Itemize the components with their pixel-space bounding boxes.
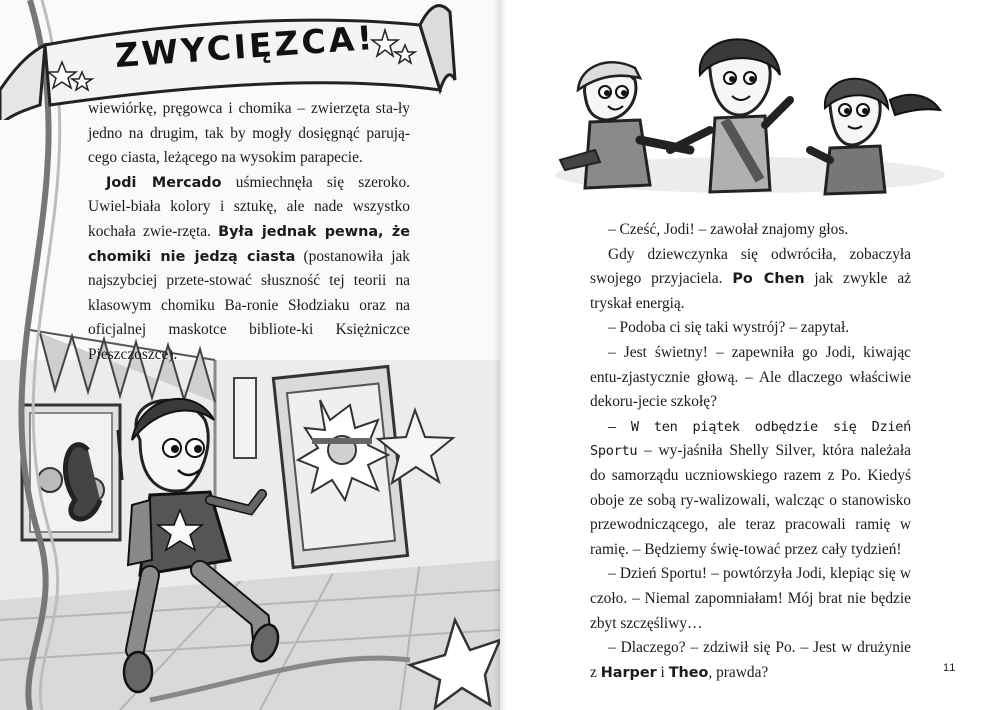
paragraph: – Podoba ci się taki wystrój? – zapytał.	[608, 319, 850, 337]
character-name: Harper	[600, 664, 657, 681]
character-name: Po Chen	[732, 271, 805, 288]
paragraph: – Dzień Sportu! – powtórzyła Jodi, klepiąc się w czoło. – Niemal zapomniałam! Mój brat nie będzie zbyt szczęśliwy…	[590, 565, 911, 632]
book-gutter	[494, 0, 506, 710]
banner	[0, 0, 460, 110]
paragraph: Jodi Mercado uśmiechnęła się szeroko. Uwiel-biała kolory i sztukę, ale nade wszystko kochała zwie-rzęta. Była jednak pewna, że chomiki nie jedzą ciasta (postanowiła jak najszybciej przete-stować słuszność tej teorii na klasowym chomiku Ba-ronie Słodziaku oraz na oficjalnej maskotce bibliote-ki Księżniczce Pieszczoszce).	[88, 173, 410, 363]
right-page	[500, 0, 1000, 710]
paragraph: Gdy dziewczynka się odwróciła, zobaczyła swojego przyjaciela. Po Chen jak zwykle aż tryskał energią.	[590, 245, 911, 312]
bold-phrase: Była jednak pewna, że chomiki nie jedzą ciasta	[88, 223, 410, 265]
paragraph: – Jest świetny! – zapewniła go Jodi, kiwając entu-zjastycznie głową. – Ale dlaczego właściwie dekoru-jecie szkołę?	[590, 343, 911, 411]
character-name: Jodi Mercado	[106, 174, 222, 191]
paragraph: – Cześć, Jodi! – zawołał znajomy głos.	[608, 221, 849, 238]
character-name: Theo	[668, 664, 709, 681]
banner-title: ZWYCIĘZCA!	[113, 17, 377, 76]
handwritten-phrase: – W ten piątek odbędzie się Dzień Sportu	[590, 418, 911, 460]
three-characters-illustration	[500, 0, 1000, 200]
left-text-block	[88, 97, 410, 368]
paragraph: – Dlaczego? – zdziwił się Po. – Jest w drużynie z Harper i Theo, prawda?	[590, 639, 911, 681]
right-text-block	[590, 218, 911, 685]
paragraph: wiewiórkę, pręgowca i chomika – zwierzęta sta-ły jedno na drugim, tak by mogły dosięgnąć parują-cego ciasta, leżącego na wysokim parapecie.	[88, 100, 410, 167]
page-number: 11	[943, 662, 957, 674]
paragraph: – W ten piątek odbędzie się Dzień Sportu – wy-jaśniła Shelly Silver, która należała do samorządu uczniowskiego razem z Po. Kiedyś oboje ze sobą ry-walizowali, walcząc o stanowisko przewodniczącego, ale teraz pracowali ramię w ramię. – Będziemy świę-tować przez cały tydzień!	[590, 418, 911, 558]
